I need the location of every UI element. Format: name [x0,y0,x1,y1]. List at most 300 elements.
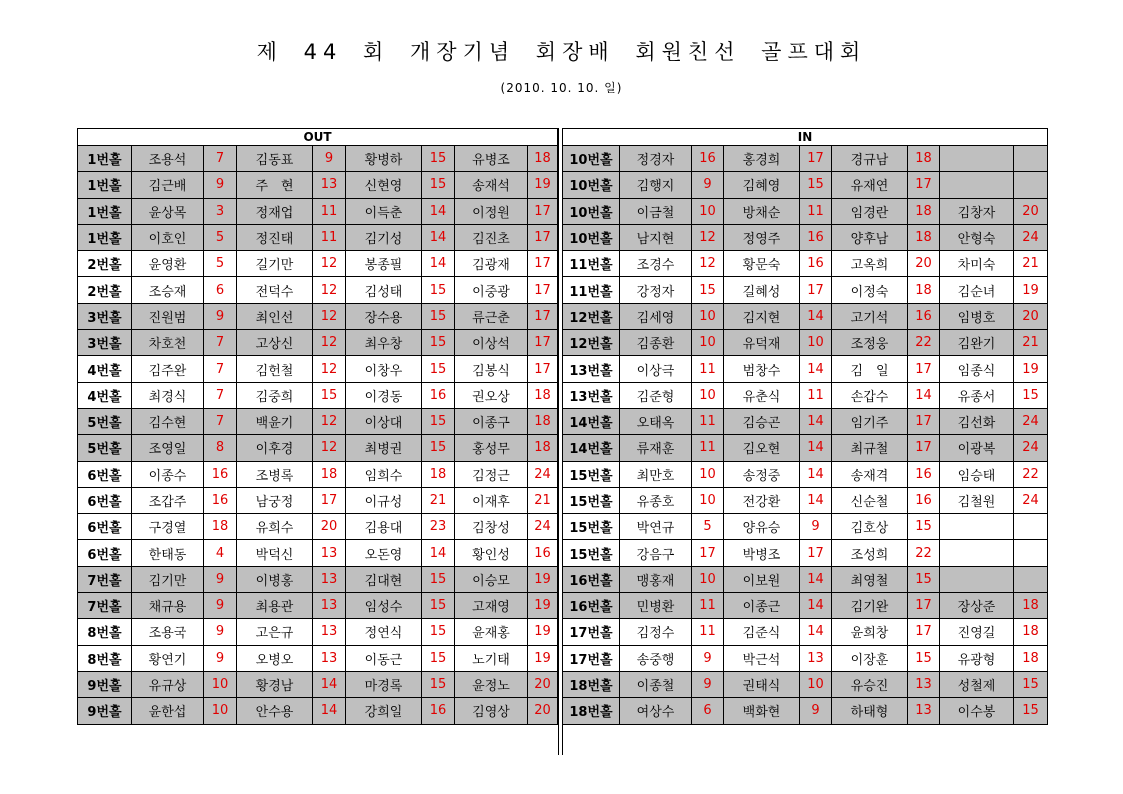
handicap-cell: 4 [204,540,237,566]
hole-cell: 17번홀 [563,619,620,645]
handicap-cell: 11 [313,224,346,250]
handicap-cell: 12 [313,330,346,356]
handicap-cell: 11 [692,593,724,619]
handicap-cell [1014,540,1048,566]
page-title: 제 44 회 개장기념 회장배 회원친선 골프대회 [256,40,867,64]
player-name-cell: 오돈영 [346,540,422,566]
player-name-cell: 이규성 [346,487,422,513]
hole-cell: 13번홀 [563,382,620,408]
handicap-cell: 12 [313,277,346,303]
in-pairing-row [563,461,1048,487]
handicap-cell: 18 [1014,619,1048,645]
player-name-cell: 김세영 [620,303,692,329]
hole-cell: 9번홀 [78,671,132,697]
handicap-cell: 9 [204,303,237,329]
player-name-cell: 조용국 [132,619,204,645]
handicap-cell: 15 [422,172,455,198]
handicap-cell: 22 [1014,461,1048,487]
out-pairing-row [78,251,558,277]
in-pairing-row [563,645,1048,671]
hole-cell: 3번홀 [78,303,132,329]
player-name-cell: 조성희 [832,540,908,566]
handicap-cell: 17 [800,146,832,172]
handicap-cell: 6 [692,698,724,724]
player-name-cell: 유재연 [832,172,908,198]
player-name-cell: 전강환 [724,487,800,513]
out-pairing-row [78,356,558,382]
handicap-cell: 11 [692,619,724,645]
in-pairing-row [563,146,1048,172]
pairing-sheet [77,128,1047,756]
handicap-cell: 16 [908,461,940,487]
hole-cell: 5번홀 [78,435,132,461]
handicap-cell: 24 [1014,435,1048,461]
handicap-cell: 15 [313,382,346,408]
player-name-cell: 김순녀 [940,277,1014,303]
player-name-cell: 차미숙 [940,251,1014,277]
player-name-cell: 김호상 [832,514,908,540]
handicap-cell: 12 [692,224,724,250]
in-course-table [562,128,1048,725]
handicap-cell: 15 [422,303,455,329]
player-name-cell: 김성태 [346,277,422,303]
player-name-cell: 유종서 [940,382,1014,408]
handicap-cell: 17 [528,251,558,277]
in-pairing-row [563,671,1048,697]
player-name-cell: 이병홍 [237,566,313,592]
player-name-cell: 범창수 [724,356,800,382]
handicap-cell: 9 [800,698,832,724]
handicap-cell: 14 [422,224,455,250]
player-name-cell: 윤한섭 [132,698,204,724]
in-pairing-row [563,356,1048,382]
handicap-cell: 16 [528,540,558,566]
handicap-cell: 11 [692,408,724,434]
handicap-cell: 5 [692,514,724,540]
hole-cell: 10번홀 [563,224,620,250]
out-pairing-row [78,487,558,513]
in-pairing-row [563,435,1048,461]
handicap-cell: 17 [313,487,346,513]
hole-cell: 4번홀 [78,382,132,408]
player-name-cell: 길혜성 [724,277,800,303]
player-name-cell: 이동근 [346,645,422,671]
player-name-cell: 유종호 [620,487,692,513]
hole-cell: 5번홀 [78,408,132,434]
handicap-cell: 18 [528,382,558,408]
handicap-cell: 14 [422,198,455,224]
handicap-cell: 10 [204,698,237,724]
player-name-cell: 조병록 [237,461,313,487]
player-name-cell: 유규상 [132,671,204,697]
out-pairing-row [78,408,558,434]
handicap-cell: 15 [422,277,455,303]
hole-cell: 15번홀 [563,487,620,513]
player-name-cell [940,566,1014,592]
out-pairing-row [78,172,558,198]
player-name-cell: 김주완 [132,356,204,382]
handicap-cell: 15 [422,146,455,172]
hole-cell: 17번홀 [563,645,620,671]
in-pairing-row [563,514,1048,540]
hole-cell: 13번홀 [563,356,620,382]
in-pairing-row [563,303,1048,329]
hole-cell: 16번홀 [563,593,620,619]
player-name-cell: 윤영환 [132,251,204,277]
hole-cell: 9번홀 [78,698,132,724]
handicap-cell: 14 [800,356,832,382]
player-name-cell: 이종철 [620,671,692,697]
player-name-cell: 유광형 [940,645,1014,671]
handicap-cell: 22 [908,330,940,356]
hole-cell: 8번홀 [78,645,132,671]
handicap-cell: 17 [908,172,940,198]
player-name-cell: 최인선 [237,303,313,329]
player-name-cell: 임경란 [832,198,908,224]
player-name-cell: 이상석 [455,330,528,356]
handicap-cell: 16 [800,251,832,277]
handicap-cell: 16 [204,487,237,513]
player-name-cell: 정연식 [346,619,422,645]
handicap-cell: 15 [422,593,455,619]
handicap-cell [1014,514,1048,540]
player-name-cell: 한태동 [132,540,204,566]
out-pairing-row [78,224,558,250]
player-name-cell: 조경수 [620,251,692,277]
handicap-cell: 11 [692,435,724,461]
handicap-cell: 15 [422,356,455,382]
player-name-cell: 임병호 [940,303,1014,329]
out-pairing-row [78,593,558,619]
player-name-cell: 강음구 [620,540,692,566]
handicap-cell: 17 [800,540,832,566]
handicap-cell: 10 [692,382,724,408]
handicap-cell: 11 [692,356,724,382]
player-name-cell: 유덕재 [724,330,800,356]
player-name-cell: 고기석 [832,303,908,329]
handicap-cell: 21 [1014,251,1048,277]
handicap-cell: 10 [800,671,832,697]
handicap-cell [1014,146,1048,172]
hole-cell: 18번홀 [563,698,620,724]
hole-cell: 6번홀 [78,514,132,540]
handicap-cell: 14 [800,566,832,592]
player-name-cell: 마경록 [346,671,422,697]
out-pairing-row [78,330,558,356]
handicap-cell: 15 [908,566,940,592]
hole-cell: 2번홀 [78,251,132,277]
player-name-cell: 민병환 [620,593,692,619]
handicap-cell: 19 [528,619,558,645]
handicap-cell: 13 [313,645,346,671]
player-name-cell: 김오현 [724,435,800,461]
player-name-cell: 남궁정 [237,487,313,513]
handicap-cell: 15 [908,514,940,540]
player-name-cell: 안수용 [237,698,313,724]
in-pairing-row [563,224,1048,250]
hole-cell: 6번홀 [78,461,132,487]
player-name-cell: 장수용 [346,303,422,329]
in-pairing-row [563,566,1048,592]
handicap-cell: 16 [908,487,940,513]
handicap-cell: 17 [528,303,558,329]
in-pairing-row [563,619,1048,645]
player-name-cell: 고상신 [237,330,313,356]
handicap-cell: 9 [204,566,237,592]
handicap-cell: 10 [692,487,724,513]
handicap-cell: 10 [692,198,724,224]
player-name-cell: 임종식 [940,356,1014,382]
hole-cell: 3번홀 [78,330,132,356]
handicap-cell: 15 [908,645,940,671]
handicap-cell: 20 [313,514,346,540]
in-pairing-row [563,198,1048,224]
player-name-cell: 홍경희 [724,146,800,172]
player-name-cell: 유승진 [832,671,908,697]
player-name-cell: 김대현 [346,566,422,592]
in-pairing-row [563,330,1048,356]
hole-cell: 10번홀 [563,198,620,224]
player-name-cell: 임성수 [346,593,422,619]
handicap-cell: 7 [204,382,237,408]
handicap-cell: 13 [908,698,940,724]
player-name-cell: 황연기 [132,645,204,671]
player-name-cell: 구경열 [132,514,204,540]
player-name-cell: 유춘식 [724,382,800,408]
hole-cell: 11번홀 [563,277,620,303]
player-name-cell: 하태형 [832,698,908,724]
handicap-cell: 13 [908,671,940,697]
handicap-cell: 8 [204,435,237,461]
player-name-cell: 윤정노 [455,671,528,697]
hole-cell: 4번홀 [78,356,132,382]
player-name-cell: 황병하 [346,146,422,172]
handicap-cell: 17 [528,330,558,356]
player-name-cell: 성철제 [940,671,1014,697]
handicap-cell: 10 [692,303,724,329]
player-name-cell: 이장훈 [832,645,908,671]
handicap-cell: 9 [692,645,724,671]
player-name-cell: 양후남 [832,224,908,250]
player-name-cell: 이정원 [455,198,528,224]
player-name-cell: 길기만 [237,251,313,277]
handicap-cell: 18 [908,198,940,224]
player-name-cell: 김헌철 [237,356,313,382]
hole-cell: 7번홀 [78,593,132,619]
handicap-cell: 19 [528,566,558,592]
hole-cell: 14번홀 [563,435,620,461]
player-name-cell: 송중행 [620,645,692,671]
out-pairing-row [78,514,558,540]
handicap-cell: 6 [204,277,237,303]
player-name-cell: 김중희 [237,382,313,408]
handicap-cell: 9 [692,671,724,697]
hole-cell: 12번홀 [563,303,620,329]
handicap-cell: 17 [800,277,832,303]
player-name-cell: 임기주 [832,408,908,434]
player-name-cell: 유병조 [455,146,528,172]
player-name-cell: 김봉식 [455,356,528,382]
player-name-cell: 조승재 [132,277,204,303]
handicap-cell: 11 [800,382,832,408]
player-name-cell: 김완기 [940,330,1014,356]
in-pairing-row [563,277,1048,303]
player-name-cell: 강희일 [346,698,422,724]
player-name-cell: 박연규 [620,514,692,540]
handicap-cell: 20 [1014,198,1048,224]
player-name-cell: 김철원 [940,487,1014,513]
handicap-cell: 7 [204,356,237,382]
handicap-cell: 19 [528,172,558,198]
handicap-cell: 9 [204,172,237,198]
player-name-cell: 고재영 [455,593,528,619]
player-name-cell: 송재석 [455,172,528,198]
player-name-cell: 이광복 [940,435,1014,461]
player-name-cell: 진영길 [940,619,1014,645]
player-name-cell: 임승태 [940,461,1014,487]
player-name-cell: 윤희창 [832,619,908,645]
handicap-cell: 24 [528,514,558,540]
player-name-cell: 정영주 [724,224,800,250]
handicap-cell: 15 [800,172,832,198]
player-name-cell: 봉종필 [346,251,422,277]
handicap-cell: 20 [528,698,558,724]
handicap-cell: 15 [1014,698,1048,724]
player-name-cell: 송재격 [832,461,908,487]
out-pairing-row [78,461,558,487]
out-pairing-row [78,146,558,172]
player-name-cell: 황인성 [455,540,528,566]
handicap-cell: 7 [204,408,237,434]
in-pairing-row [563,408,1048,434]
player-name-cell: 김기성 [346,224,422,250]
out-pairing-row [78,198,558,224]
handicap-cell: 19 [528,593,558,619]
handicap-cell: 14 [313,698,346,724]
handicap-cell: 18 [204,514,237,540]
player-name-cell: 경규남 [832,146,908,172]
handicap-cell: 5 [204,251,237,277]
handicap-cell: 20 [908,251,940,277]
player-name-cell: 이득춘 [346,198,422,224]
handicap-cell: 16 [908,303,940,329]
handicap-cell [1014,566,1048,592]
handicap-cell: 10 [692,566,724,592]
handicap-cell: 13 [313,619,346,645]
in-pairing-row [563,540,1048,566]
handicap-cell: 13 [800,645,832,671]
handicap-cell: 17 [528,277,558,303]
player-name-cell: 고은규 [237,619,313,645]
player-name-cell: 조갑주 [132,487,204,513]
in-pairing-row [563,382,1048,408]
handicap-cell: 18 [528,408,558,434]
player-name-cell: 오태옥 [620,408,692,434]
player-name-cell: 김광재 [455,251,528,277]
handicap-cell: 9 [692,172,724,198]
handicap-cell: 16 [692,146,724,172]
player-name-cell [940,146,1014,172]
handicap-cell: 19 [528,645,558,671]
player-name-cell: 김수현 [132,408,204,434]
player-name-cell: 류재훈 [620,435,692,461]
player-name-cell: 류근춘 [455,303,528,329]
handicap-cell: 15 [422,330,455,356]
handicap-cell: 17 [528,224,558,250]
player-name-cell: 백화현 [724,698,800,724]
player-name-cell: 신순철 [832,487,908,513]
handicap-cell: 14 [800,303,832,329]
handicap-cell: 17 [528,198,558,224]
handicap-cell: 15 [422,671,455,697]
hole-cell: 11번홀 [563,251,620,277]
player-name-cell: 최우창 [346,330,422,356]
player-name-cell: 이승모 [455,566,528,592]
handicap-cell: 14 [908,382,940,408]
player-name-cell: 임희수 [346,461,422,487]
player-name-cell: 노기태 [455,645,528,671]
player-name-cell: 이종수 [132,461,204,487]
player-name-cell: 이종구 [455,408,528,434]
player-name-cell: 여상수 [620,698,692,724]
player-name-cell: 홍성무 [455,435,528,461]
out-pairing-row [78,645,558,671]
player-name-cell: 차호천 [132,330,204,356]
handicap-cell: 18 [422,461,455,487]
in-pairing-row [563,172,1048,198]
hole-cell: 2번홀 [78,277,132,303]
player-name-cell: 김진초 [455,224,528,250]
in-header: IN [563,129,1048,146]
handicap-cell: 24 [1014,487,1048,513]
handicap-cell: 15 [422,619,455,645]
hole-cell: 14번홀 [563,408,620,434]
handicap-cell: 21 [1014,330,1048,356]
player-name-cell: 유희수 [237,514,313,540]
handicap-cell: 18 [1014,593,1048,619]
handicap-cell: 20 [1014,303,1048,329]
handicap-cell: 21 [422,487,455,513]
handicap-cell: 9 [204,645,237,671]
handicap-cell: 10 [692,330,724,356]
player-name-cell: 이수봉 [940,698,1014,724]
player-name-cell: 최규철 [832,435,908,461]
handicap-cell: 15 [1014,671,1048,697]
handicap-cell: 18 [908,224,940,250]
out-pairing-row [78,382,558,408]
handicap-cell: 14 [800,619,832,645]
handicap-cell: 7 [204,330,237,356]
hole-cell: 15번홀 [563,514,620,540]
handicap-cell: 3 [204,198,237,224]
player-name-cell: 조정웅 [832,330,908,356]
hole-cell: 15번홀 [563,461,620,487]
player-name-cell: 손갑수 [832,382,908,408]
player-name-cell [940,540,1014,566]
player-name-cell: 주 현 [237,172,313,198]
out-pairing-row [78,566,558,592]
player-name-cell: 정경자 [620,146,692,172]
handicap-cell: 18 [528,435,558,461]
hole-cell: 1번홀 [78,224,132,250]
handicap-cell: 14 [800,461,832,487]
handicap-cell: 18 [313,461,346,487]
handicap-cell: 14 [313,671,346,697]
handicap-cell: 15 [422,435,455,461]
player-name-cell: 김창성 [455,514,528,540]
player-name-cell: 정진태 [237,224,313,250]
handicap-cell: 14 [422,251,455,277]
